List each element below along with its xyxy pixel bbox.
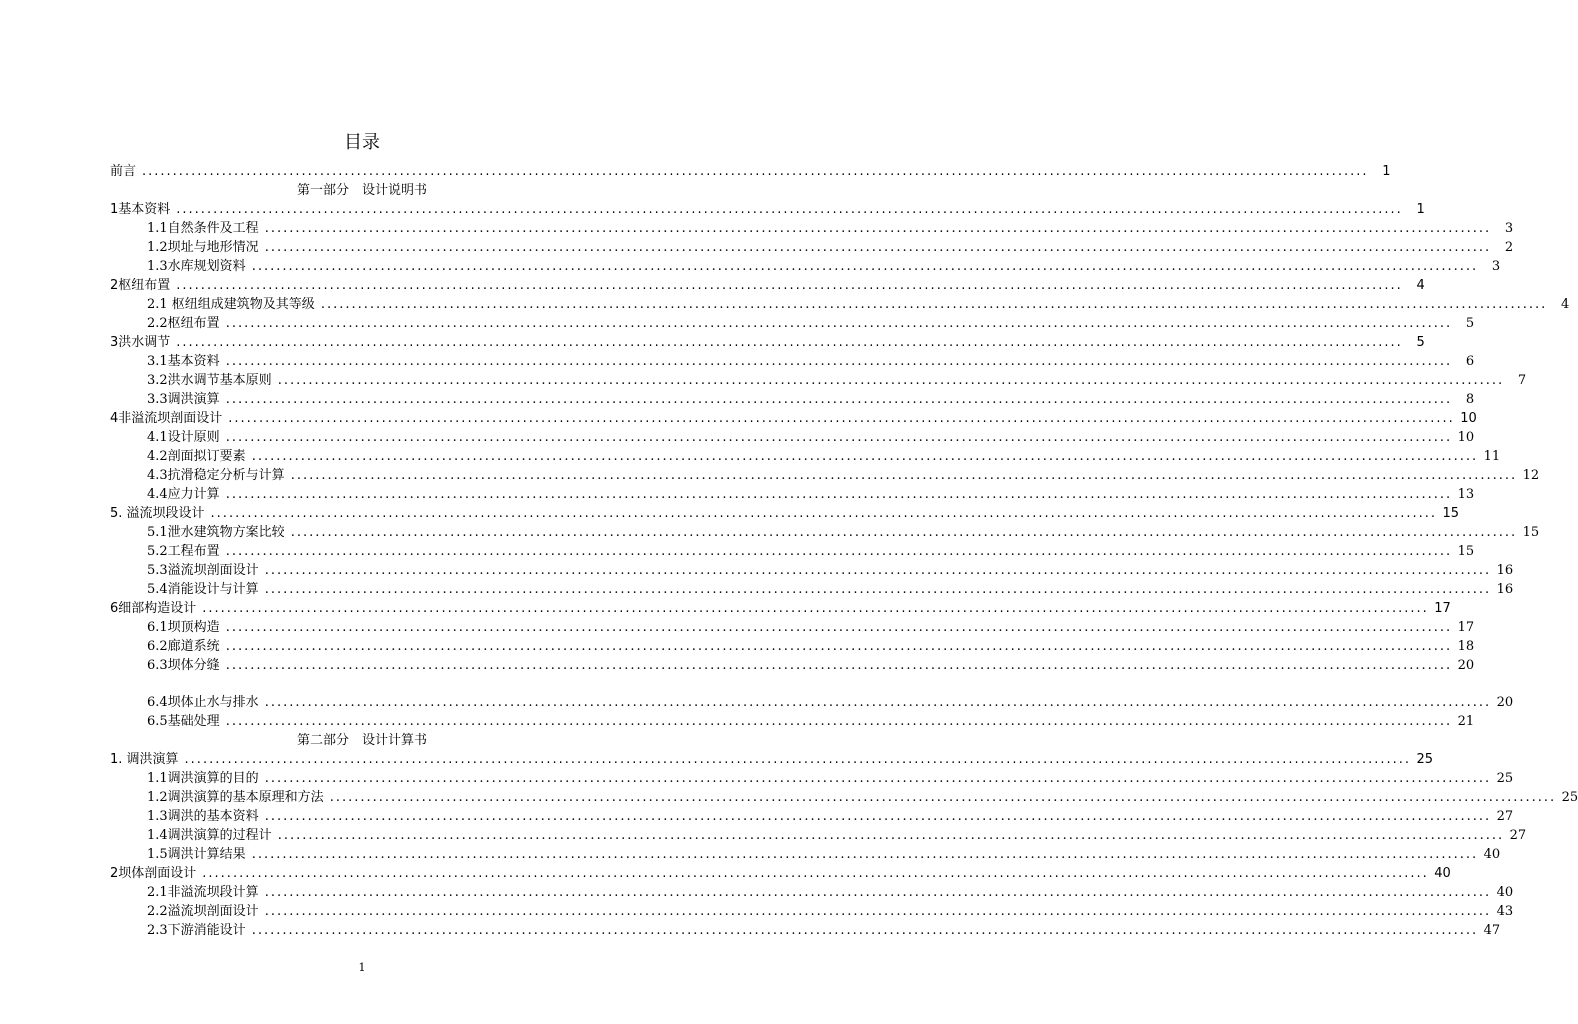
- toc-leader-dots: ........................................................................................................................................................................................................: [228, 411, 1455, 426]
- toc-entry-label: 2.1非溢流坝段计算: [147, 885, 259, 900]
- toc-chapter-entry: [0, 407, 1477, 426]
- toc-leader-dots: ........................................................................................................................................................................................................: [225, 354, 1453, 369]
- toc-page-number: 10: [1457, 430, 1475, 445]
- toc-page-number: 11: [1483, 449, 1501, 464]
- toc-chapter-entry: [0, 331, 1425, 350]
- toc-entry-label: 2.2枢纽布置: [147, 316, 220, 331]
- toc-page-number: 5: [1465, 316, 1475, 331]
- toc-chapter-entry: [0, 160, 1391, 179]
- toc-page-number: 40: [1496, 885, 1514, 900]
- toc-page-number: 25: [1416, 752, 1434, 767]
- toc-chapter-entry: [0, 198, 1425, 217]
- toc-leader-dots: ........................................................................................................................................................................................................: [264, 563, 1492, 578]
- toc-section-entry: [0, 654, 1475, 673]
- toc-part-heading: [0, 179, 724, 198]
- toc-page-number: 27: [1509, 828, 1527, 843]
- toc-entry-label: 1.5调洪计算结果: [147, 847, 246, 862]
- toc-section-entry: [0, 900, 1514, 919]
- toc-section-entry: [0, 464, 1540, 483]
- toc-entry-label: 4非溢流坝剖面设计: [110, 411, 223, 426]
- toc-entry-label: 4.2剖面拟订要素: [147, 449, 246, 464]
- toc-entry-label: 1.1自然条件及工程: [147, 221, 259, 236]
- toc-page-number: 47: [1483, 923, 1501, 938]
- toc-page-number: 3: [1491, 259, 1501, 274]
- toc-leader-dots: ........................................................................................................................................................................................................: [264, 221, 1492, 236]
- toc-entry-label: 2.2溢流坝剖面设计: [147, 904, 259, 919]
- toc-page-number: 15: [1442, 506, 1460, 521]
- toc-page-number: 4: [1416, 278, 1425, 293]
- toc-section-entry: [0, 919, 1501, 938]
- toc-chapter-entry: [0, 748, 1434, 767]
- toc-part-heading: [0, 729, 724, 748]
- toc-section-entry: [0, 635, 1475, 654]
- toc-section-entry: [0, 843, 1501, 862]
- toc-leader-dots: ........................................................................................................................................................................................................: [225, 714, 1453, 729]
- toc-page-number: 17: [1457, 620, 1475, 635]
- toc-section-entry: [0, 312, 1475, 331]
- toc-entry-label: 5.3溢流坝剖面设计: [147, 563, 259, 578]
- toc-entry-label: 4.3抗滑稳定分析与计算: [147, 468, 285, 483]
- toc-section-entry: [0, 881, 1514, 900]
- toc-leader-dots: ........................................................................................................................................................................................................: [184, 752, 1412, 767]
- toc-leader-dots: ........................................................................................................................................................................................................: [225, 392, 1453, 407]
- toc-leader-dots: ........................................................................................................................................................................................................: [290, 525, 1518, 540]
- toc-page-number: 20: [1457, 658, 1475, 673]
- toc-page-number: 40: [1483, 847, 1501, 862]
- toc-leader-dots: ........................................................................................................................................................................................................: [264, 809, 1492, 824]
- toc-section-entry: [0, 369, 1527, 388]
- toc-entry-label: 1.1调洪演算的目的: [147, 771, 259, 786]
- toc-entry-label: 2.3下游消能设计: [147, 923, 246, 938]
- toc-entry-label: 1.2调洪演算的基本原理和方法: [147, 790, 324, 805]
- toc-section-entry: [0, 805, 1514, 824]
- toc-entry-label: 1. 调洪演算: [110, 752, 179, 767]
- toc-chapter-entry: [0, 274, 1425, 293]
- toc-section-entry: [0, 540, 1475, 559]
- toc-page-number: 16: [1496, 563, 1514, 578]
- toc-section-entry: [0, 691, 1514, 710]
- toc-page-number: 3: [1504, 221, 1514, 236]
- toc-leader-dots: ........................................................................................................................................................................................................: [264, 771, 1492, 786]
- toc-chapter-entry: [0, 862, 1451, 881]
- toc-page-number: 16: [1496, 582, 1514, 597]
- toc-leader-dots: ........................................................................................................................................................................................................: [264, 904, 1492, 919]
- toc-entry-label: 3.1基本资料: [147, 354, 220, 369]
- page-title: 目录: [344, 132, 380, 153]
- toc-leader-dots: ........................................................................................................................................................................................................: [176, 335, 1403, 350]
- toc-entry-label: 2坝体剖面设计: [110, 866, 197, 881]
- toc-page-number: 7: [1517, 373, 1527, 388]
- page-number: 1: [358, 961, 366, 974]
- toc-entry-label: 6.3坝体分缝: [147, 658, 220, 673]
- toc-entry-label: 6.2廊道系统: [147, 639, 220, 654]
- toc-leader-dots: ........................................................................................................................................................................................................: [264, 240, 1492, 255]
- toc-entry-label: 1.4调洪演算的过程计: [147, 828, 272, 843]
- toc-page-number: 17: [1434, 601, 1451, 616]
- toc-section-entry: [0, 559, 1514, 578]
- toc-entry-label: 3洪水调节: [110, 335, 171, 350]
- toc-page-number: 25: [1496, 771, 1514, 786]
- toc-chapter-entry: [0, 502, 1460, 521]
- toc-section-entry: [0, 767, 1514, 786]
- toc-page-number: 6: [1465, 354, 1475, 369]
- toc-leader-dots: ........................................................................................................................................................................................................: [277, 828, 1505, 843]
- toc-entry-label: 5.2工程布置: [147, 544, 220, 559]
- toc-section-entry: [0, 483, 1475, 502]
- toc-leader-dots: ........................................................................................................................................................................................................: [251, 259, 1479, 274]
- toc-page-number: 21: [1457, 714, 1475, 729]
- toc-leader-dots: ........................................................................................................................................................................................................: [225, 316, 1453, 331]
- toc-page-number: 1: [1382, 164, 1391, 179]
- toc-entry-label: 6.1坝顶构造: [147, 620, 220, 635]
- toc-leader-dots: ........................................................................................................................................................................................................: [225, 544, 1453, 559]
- toc-leader-dots: ........................................................................................................................................................................................................: [329, 790, 1557, 805]
- toc-entry-label: 1基本资料: [110, 202, 171, 217]
- toc-page-number: 8: [1465, 392, 1475, 407]
- toc-leader-dots: ........................................................................................................................................................................................................: [225, 639, 1453, 654]
- toc-entry-label: 1.3水库规划资料: [147, 259, 246, 274]
- toc-leader-dots: ........................................................................................................................................................................................................: [176, 278, 1403, 293]
- toc-page-number: 4: [1561, 297, 1570, 312]
- toc-leader-dots: ........................................................................................................................................................................................................: [225, 430, 1453, 445]
- toc-leader-dots: ........................................................................................................................................................................................................: [264, 695, 1492, 710]
- toc-page-number: 12: [1522, 468, 1540, 483]
- toc-leader-dots: ........................................................................................................................................................................................................: [202, 866, 1429, 881]
- toc-page-number: 13: [1457, 487, 1475, 502]
- toc-leader-dots: ........................................................................................................................................................................................................: [176, 202, 1403, 217]
- toc-section-entry: [0, 578, 1514, 597]
- toc-page-number: 2: [1504, 240, 1514, 255]
- toc-section-entry: [0, 521, 1540, 540]
- toc-entry-label: 2枢纽布置: [110, 278, 171, 293]
- toc-entry-label: 6.5基础处理: [147, 714, 220, 729]
- toc-entry-label: 5. 溢流坝段设计: [110, 506, 205, 521]
- toc-page-number: 27: [1496, 809, 1514, 824]
- toc-page-number: 18: [1457, 639, 1475, 654]
- toc-section-entry: [0, 445, 1501, 464]
- toc-chapter-entry: [0, 597, 1451, 616]
- toc-entry-label: 4.4应力计算: [147, 487, 220, 502]
- toc-page-number: 5: [1416, 335, 1425, 350]
- toc-entry-label: 6.4坝体止水与排水: [147, 695, 259, 710]
- toc-leader-dots: ........................................................................................................................................................................................................: [225, 620, 1453, 635]
- toc-leader-dots: ........................................................................................................................................................................................................: [290, 468, 1518, 483]
- toc-entry-label: 2.1 枢纽组成建筑物及其等级: [147, 297, 315, 312]
- toc-entry-label: 1.3调洪的基本资料: [147, 809, 259, 824]
- toc-section-entry: [0, 217, 1514, 236]
- toc-leader-dots: ........................................................................................................................................................................................................: [264, 582, 1492, 597]
- toc-leader-dots: ........................................................................................................................................................................................................: [251, 923, 1479, 938]
- toc-section-entry: [0, 293, 1570, 312]
- toc-section-entry: [0, 616, 1475, 635]
- toc-section-entry: [0, 426, 1475, 445]
- toc-entry-label: 5.1泄水建筑物方案比较: [147, 525, 285, 540]
- toc-entry-label: 1.2坝址与地形情况: [147, 240, 259, 255]
- toc-entry-label: 4.1设计原则: [147, 430, 220, 445]
- toc-leader-dots: ........................................................................................................................................................................................................: [251, 449, 1479, 464]
- toc-section-entry: [0, 710, 1475, 729]
- toc-part-label: 第二部分 设计计算书: [296, 733, 427, 748]
- toc-section-entry: [0, 255, 1501, 274]
- toc-entry-label: 前言: [110, 164, 137, 179]
- toc-page-number: 20: [1496, 695, 1514, 710]
- toc-page-number: 10: [1460, 411, 1477, 426]
- toc-page-number: 25: [1561, 790, 1578, 805]
- toc-entry-label: 5.4消能设计与计算: [147, 582, 259, 597]
- toc-section-entry: [0, 350, 1475, 369]
- toc-entry-label: 3.3调洪演算: [147, 392, 220, 407]
- toc-entry-label: 6细部构造设计: [110, 601, 197, 616]
- toc-leader-dots: ........................................................................................................................................................................................................: [210, 506, 1438, 521]
- toc-section-entry: [0, 236, 1514, 255]
- toc-section-entry: [0, 824, 1527, 843]
- toc-entry-label: 3.2洪水调节基本原则: [147, 373, 272, 388]
- toc-page-number: 15: [1457, 544, 1475, 559]
- toc-section-entry: [0, 388, 1475, 407]
- toc-leader-dots: ........................................................................................................................................................................................................: [320, 297, 1548, 312]
- toc-page-number: 15: [1522, 525, 1540, 540]
- toc-page-number: 40: [1434, 866, 1451, 881]
- toc-leader-dots: ........................................................................................................................................................................................................: [225, 658, 1453, 673]
- toc-page-number: 1: [1416, 202, 1425, 217]
- toc-leader-dots: ........................................................................................................................................................................................................: [225, 487, 1453, 502]
- toc-page-number: 43: [1496, 904, 1514, 919]
- toc-leader-dots: ........................................................................................................................................................................................................: [264, 885, 1492, 900]
- toc-section-entry: [0, 786, 1578, 805]
- toc-leader-dots: ........................................................................................................................................................................................................: [142, 164, 1369, 179]
- toc-leader-dots: ........................................................................................................................................................................................................: [277, 373, 1505, 388]
- toc-part-label: 第一部分 设计说明书: [296, 183, 427, 198]
- toc-leader-dots: ........................................................................................................................................................................................................: [202, 601, 1429, 616]
- toc-leader-dots: ........................................................................................................................................................................................................: [251, 847, 1479, 862]
